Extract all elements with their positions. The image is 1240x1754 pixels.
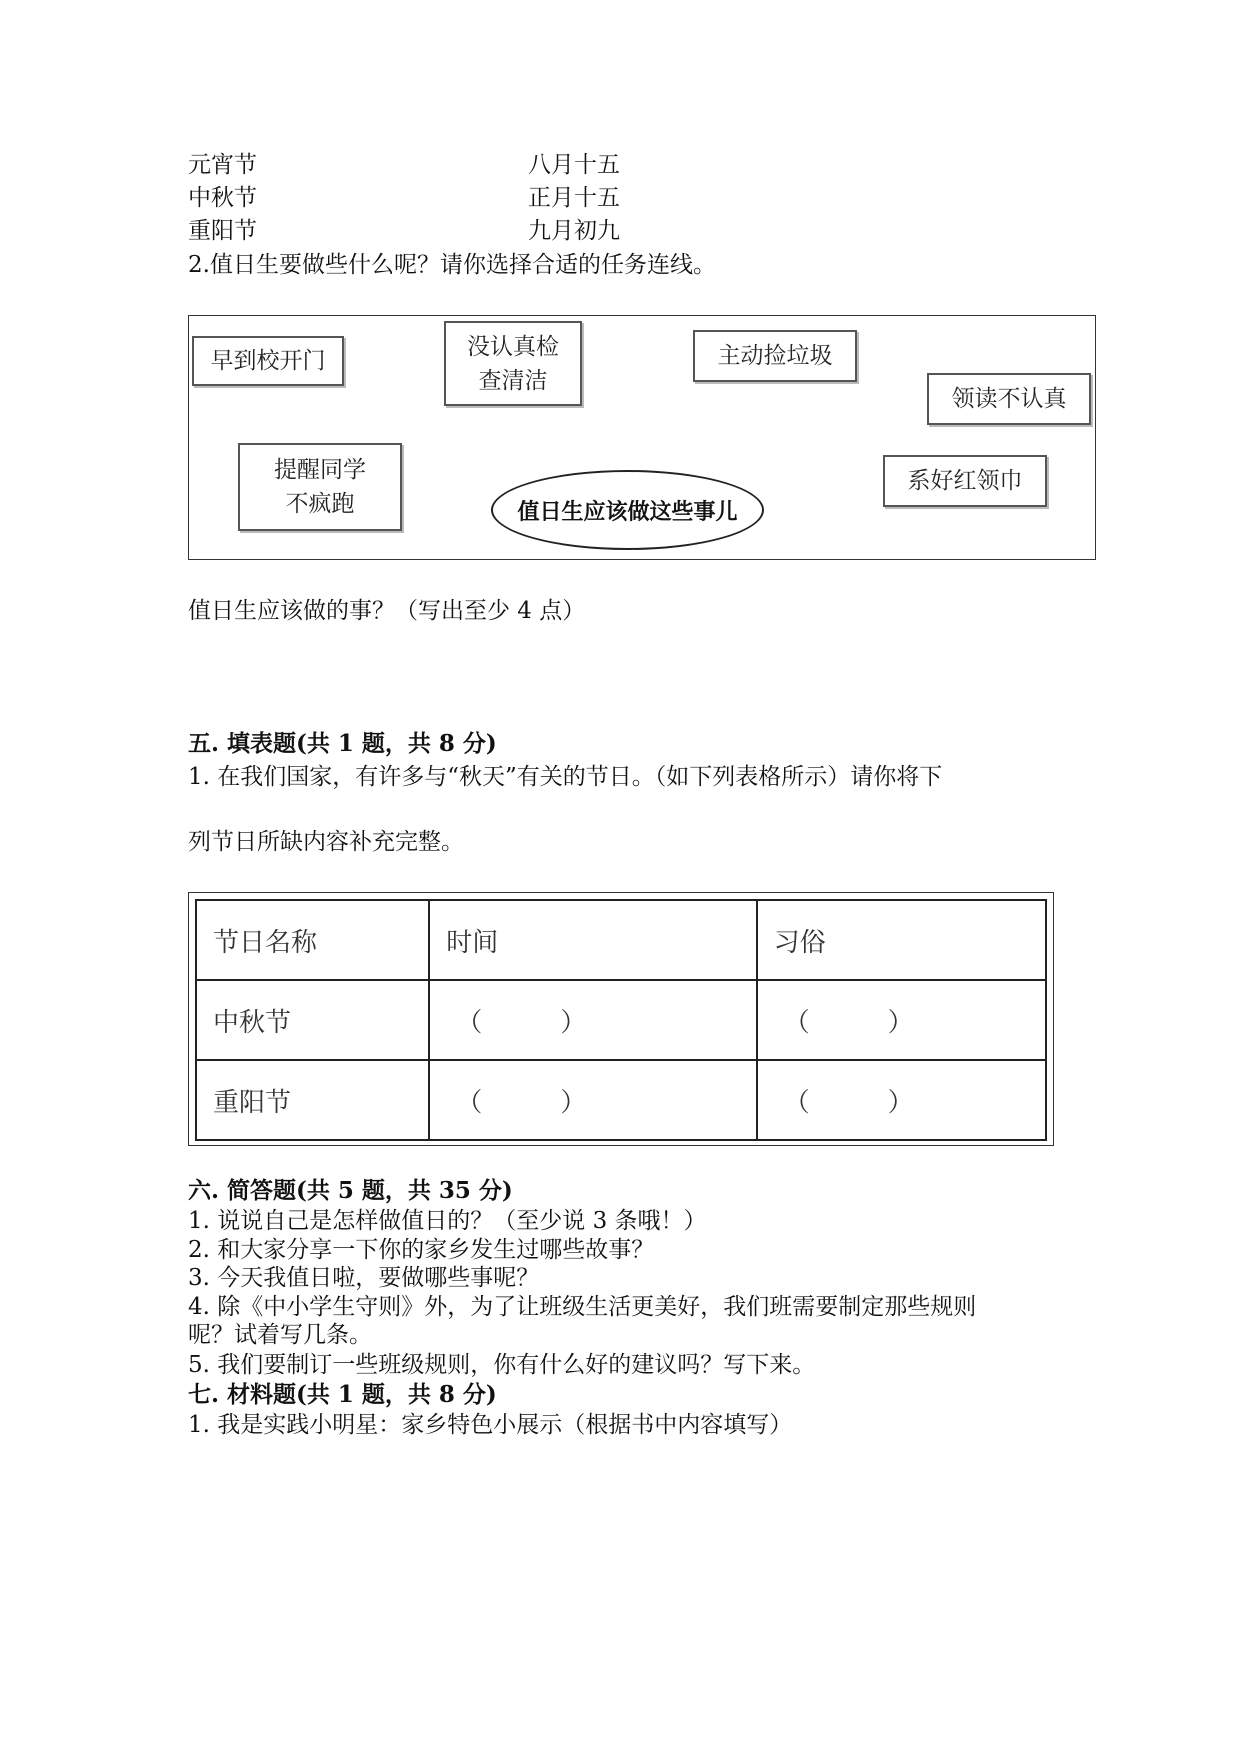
- section-5-q1-line2: 列节日所缺内容补充完整。: [188, 829, 464, 855]
- match-left: 重阳节: [188, 218, 257, 244]
- custom-blank[interactable]: [757, 1060, 1046, 1140]
- section-6-q4-line2: 呢？试着写几条。: [188, 1322, 372, 1348]
- question-2-followup: 值日生应该做的事？（写出至少 4 点）: [188, 598, 586, 624]
- paren-close: ）: [887, 1007, 914, 1038]
- center-label: 值日生应该做这些事儿: [517, 499, 738, 525]
- match-left: 元宵节: [188, 152, 257, 178]
- match-right: 八月十五: [528, 152, 620, 178]
- table-row: [196, 980, 1046, 1060]
- task-label: 系好红领巾: [907, 468, 1023, 494]
- section-6-q3: 3. 今天我值日啦，要做哪些事呢？: [188, 1265, 540, 1291]
- task-box-check-clean[interactable]: [444, 321, 582, 406]
- header-name: 节日名称: [196, 900, 429, 980]
- match-right: 九月初九: [528, 218, 620, 244]
- task-label: 查清洁: [478, 367, 548, 394]
- festival-table: [195, 899, 1047, 1141]
- paren-close: ）: [560, 1007, 587, 1038]
- paren-close: ）: [887, 1087, 914, 1118]
- match-left: 中秋节: [188, 185, 257, 211]
- section-6-heading: 六. 简答题(共 5 题，共 35 分): [188, 1177, 513, 1204]
- festival-table-frame: [188, 892, 1054, 1146]
- duty-diagram: [188, 315, 1096, 560]
- section-7-heading: 七. 材料题(共 1 题，共 8 分): [188, 1381, 497, 1408]
- festival-name: 重阳节: [196, 1060, 429, 1140]
- section-6-q4-line1: 4. 除《中小学生守则》外，为了让班级生活更美好，我们班需要制定那些规则: [188, 1294, 977, 1320]
- task-label: 没认真检: [467, 333, 559, 360]
- task-box-open-gate[interactable]: [192, 336, 344, 386]
- section-6-q2: 2. 和大家分享一下你的家乡发生过哪些故事？: [188, 1237, 655, 1263]
- center-ellipse[interactable]: [491, 470, 764, 550]
- paren-open: （: [456, 1007, 483, 1038]
- match-right: 正月十五: [528, 185, 620, 211]
- custom-blank[interactable]: [757, 980, 1046, 1060]
- task-box-red-scarf[interactable]: [883, 455, 1047, 507]
- paren-open: （: [783, 1007, 810, 1038]
- section-7-q1: 1. 我是实践小明星：家乡特色小展示（根据书中内容填写）: [188, 1412, 793, 1438]
- header-time: 时间: [429, 900, 756, 980]
- match-row: [188, 183, 620, 213]
- section-5-heading: 五. 填表题(共 1 题，共 8 分): [188, 730, 497, 757]
- time-blank[interactable]: [429, 1060, 756, 1140]
- question-2-prompt: 2.值日生要做些什么呢？请你选择合适的任务连线。: [188, 252, 716, 278]
- section-5-q1-line1: 1. 在我们国家，有许多与“秋天”有关的节日。（如下列表格所示）请你将下: [188, 764, 943, 790]
- task-label: 领读不认真: [951, 386, 1067, 412]
- table-row: [196, 1060, 1046, 1140]
- match-row: [188, 150, 620, 180]
- section-6-q5: 5. 我们要制订一些班级规则，你有什么好的建议吗？写下来。: [188, 1352, 816, 1378]
- table-header-row: [196, 900, 1046, 980]
- task-box-pick-litter[interactable]: [693, 330, 857, 382]
- task-label: 早到校开门: [210, 348, 326, 374]
- task-label: 提醒同学: [274, 457, 366, 483]
- paren-open: （: [456, 1087, 483, 1118]
- task-box-lead-reading[interactable]: [927, 373, 1091, 425]
- task-label: 不疯跑: [285, 491, 355, 517]
- festival-name: 中秋节: [196, 980, 429, 1060]
- task-box-remind-classmates[interactable]: [238, 443, 402, 531]
- match-row: [188, 216, 620, 246]
- header-custom: 习俗: [757, 900, 1046, 980]
- paren-open: （: [783, 1087, 810, 1118]
- paren-close: ）: [560, 1087, 587, 1118]
- section-6-q1: 1. 说说自己是怎样做值日的？（至少说 3 条哦！）: [188, 1208, 707, 1234]
- task-label: 主动捡垃圾: [717, 343, 833, 369]
- time-blank[interactable]: [429, 980, 756, 1060]
